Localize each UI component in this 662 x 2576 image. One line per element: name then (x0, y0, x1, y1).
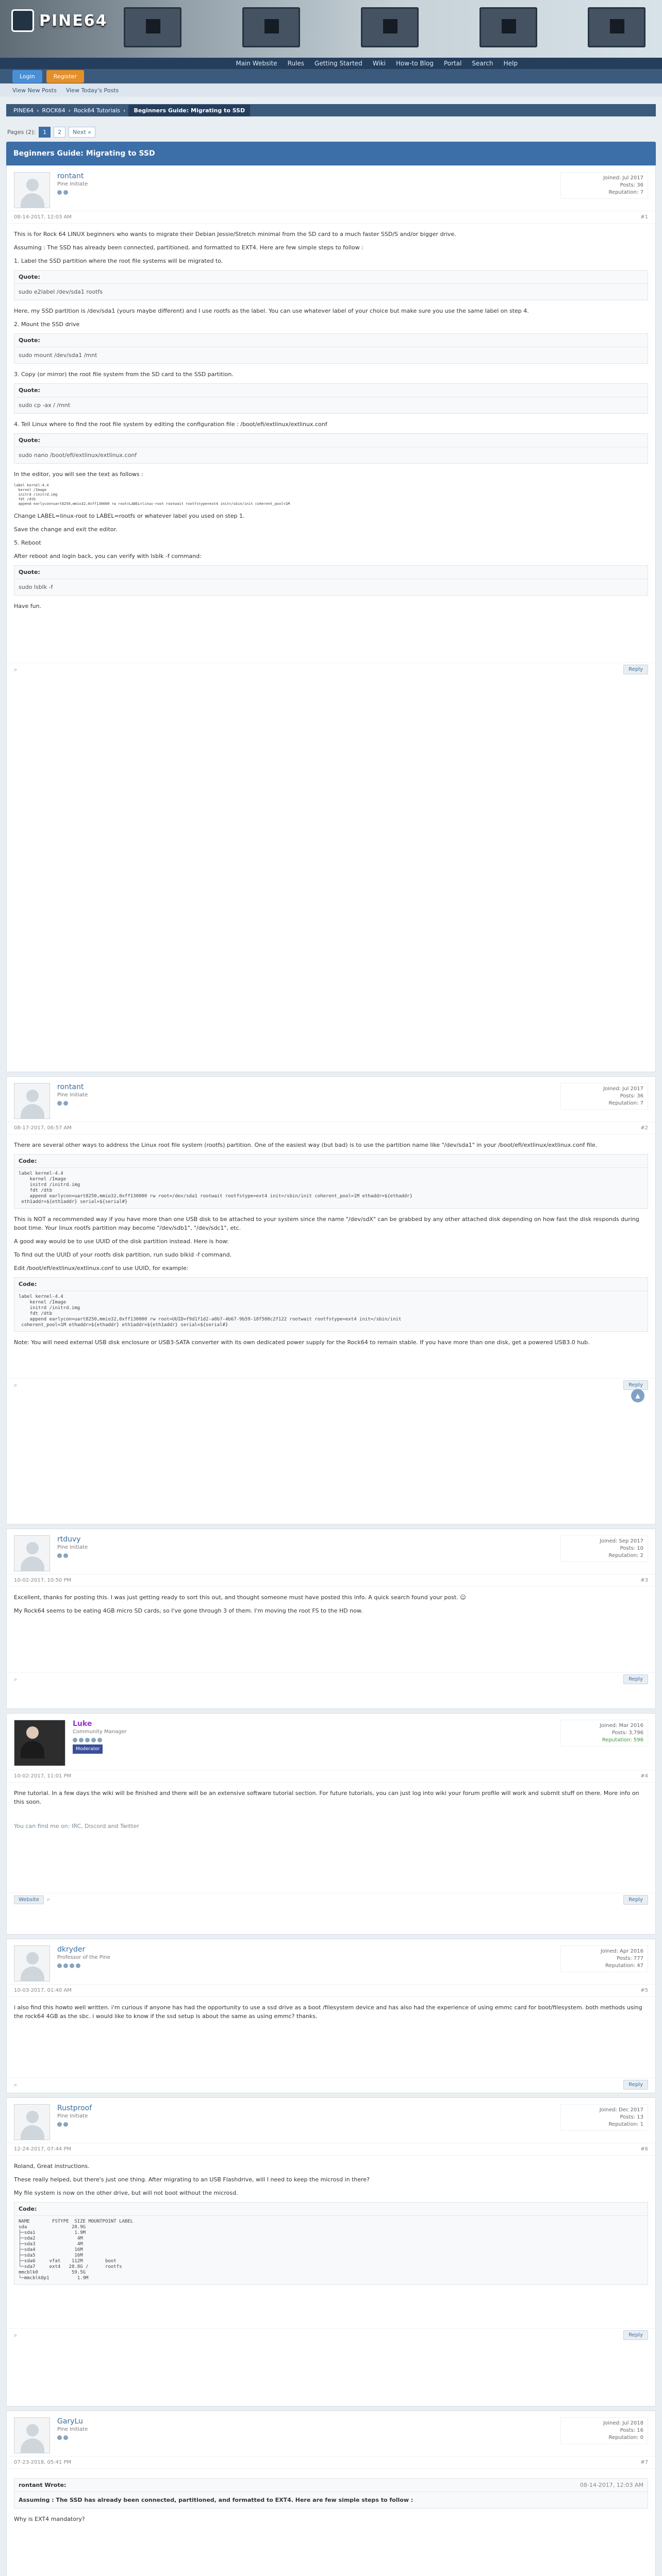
breadcrumb: PINE64 › ROCK64 › Rock64 Tutorials › Beginners Guide: Migrating to SSD (6, 104, 656, 116)
nav-blog[interactable]: How-to Blog (396, 60, 434, 67)
username[interactable]: rontant (57, 1083, 84, 1091)
user-stats: Joined: Jul 2018 Posts: 16 Reputation: 0 (560, 2417, 648, 2444)
nav-search[interactable]: Search (472, 60, 493, 67)
user-rank: Pine Initiate (57, 2427, 88, 2432)
post: rontant Pine Initiate Joined: Jul 2017 Posts: 36 Reputation: 7 08-14-2017, 12:03 AM #1 This is for Rock 64 LINUX beginners who wants to migrate their Debian Jessie/Stretch minimal from the SD card to a much faster SSD/S and/or bigger drive. Assuming : The SSD has already been connected, partitioned, and formatted to EXT4. Here are few simple steps to follow : 1. Label the SSD partition where the root file systems will be migrated to. Quote: sudo e2label /dev/sda1 rootfs Here, my SSD partition is /dev/sda1 (yours maybe different) and I use rootfs as the label. You can use whatever label of your choice but make sure you use the same label on step 4. 2. Mount the SSD drive Quote: sudo mount /dev/sda1 /mnt 3. Copy (or mirror) the root file system from the SD card to the SSD partition. Quote: sudo cp -ax / /mnt 4. Tell Linux where to find the root file system by editing the configuration file : /boot/efi/extlinux/extlinux.conf Quote: sudo nano /boot/efi/extlinux/extlinux.conf In the editor, you will see the text as follows : label kernel-4.4 kernel /Image initrd /initrd.img fdt /dtb append earlycon=uart8250,mmio32,0xff130000 rw root=LABEL=linux-root rootwait rootfstype=ext4 init=/sbin/init coherent_pool=1M Change LABEL=linux-root to LABEL=rootfs or whatever label you used on step 1. Save the change and exit the editor. 5. Reboot After reboot and login back, you can verify with lsblk -f command: Quote: sudo lsblk -f Have fun. ⌕ Reply (6, 165, 656, 1072)
pagination (7, 127, 655, 138)
rank-stars (57, 1101, 88, 1106)
breadcrumb-item[interactable]: ROCK64 (42, 107, 65, 114)
smiley-icon: ☺ (460, 1594, 466, 1601)
post-date: 08-14-2017, 12:03 AM (14, 214, 72, 220)
quoted-post: rontant Wrote: 08-14-2017, 12:03 AM Assuming : The SSD has already been connected, partitioned, and formatted to EXT4. Here are few simple steps to follow : (14, 2478, 648, 2509)
breadcrumb-item[interactable]: Rock64 Tutorials (74, 107, 121, 114)
reply-button[interactable]: Reply (623, 1674, 648, 1684)
register-button[interactable]: Register (46, 70, 84, 83)
post-number[interactable]: #2 (640, 1125, 648, 1131)
moderator-badge: Moderator (73, 1744, 103, 1754)
board-image (242, 7, 300, 47)
rank-stars (57, 2122, 92, 2127)
avatar[interactable] (14, 1945, 50, 1981)
new-posts-link[interactable]: View New Posts (12, 87, 57, 94)
code-block: Code: label kernel-4.4 kernel /Image initrd /initrd.img fdt /dtb append earlycon=uart8250,mmio32,0xff130000 rw root=/dev/sda1 rootwait rootfstype=ext4 init=/sbin/init coherent_pool=1M ethaddr=${ethaddr} eth1addr=${eth1addr} serial=${serial#} (14, 1154, 648, 1209)
post-date: 10-03-2017, 01:40 AM (14, 1988, 72, 1993)
username[interactable]: rtduvy (57, 1535, 81, 1544)
username[interactable]: GaryLu (57, 2417, 83, 2426)
site-banner (0, 0, 662, 58)
post-date: 10-02-2017, 10:50 PM (14, 1578, 72, 1583)
nav-main-website[interactable]: Main Website (236, 60, 277, 67)
post-number[interactable]: #7 (640, 2460, 648, 2465)
reply-button[interactable]: Reply (623, 665, 648, 674)
user-stats: Joined: Mar 2016 Posts: 3,796 Reputation: 596 (560, 1720, 648, 1747)
avatar[interactable] (14, 2417, 50, 2453)
page-2[interactable]: 2 (54, 127, 65, 138)
auth-bar (0, 69, 662, 83)
website-button[interactable]: Website (14, 1895, 44, 1904)
login-button[interactable]: Login (12, 70, 42, 83)
site-logo[interactable]: PINE64 (11, 9, 108, 32)
todays-posts-link[interactable]: View Today's Posts (65, 87, 119, 94)
nav-wiki[interactable]: Wiki (372, 60, 386, 67)
quick-links (0, 83, 662, 97)
board-image (124, 7, 181, 47)
reply-button[interactable]: Reply (623, 1895, 648, 1905)
reply-button[interactable]: Reply (623, 2330, 648, 2340)
post-date: 08-17-2017, 06:57 AM (14, 1125, 72, 1131)
user-stats: Joined: Jul 2017 Posts: 36 Reputation: 7 (560, 1083, 648, 1110)
topic-title: Beginners Guide: Migrating to SSD (6, 142, 656, 165)
code-block: Code: NAME FSTYPE SIZE MOUNTPOINT LABEL sda 28.9G ├─sda1 1.9M ├─sda2 4M ├─sda3 4M ├─sda4 16M ├─sda5 16M ├─sda6 vfat 112M boot └─sda7 ext4 28.8G / rootfs mmcblk0 59.5G └─mmcblk0p1 1.9M (14, 2202, 648, 2285)
user-rank: Pine Initiate (57, 181, 88, 187)
post: Luke Community Manager Moderator Joined: Mar 2016 Posts: 3,796 Reputation: 596 10-02-2017, 11:01 PM #4 Pine tutorial. In a few days the wiki will be finished and there will be an extensive software tutorial section. For future tutorials, you can just log into wiki your forum profile will work and submit stuff on there. More info on this soon. You can find me on: IRC, Discord and Twitter Website ⌕ Reply (6, 1713, 656, 1935)
user-stats: Joined: Sep 2017 Posts: 10 Reputation: 2 (560, 1535, 648, 1562)
post-number[interactable]: #1 (640, 214, 648, 220)
user-stats: Joined: Jul 2017 Posts: 36 Reputation: 7 (560, 172, 648, 199)
post: GaryLu Pine Initiate Joined: Jul 2018 Posts: 16 Reputation: 0 07-23-2018, 05:41 PM #7 rontant Wrote: 08-14-2017, 12:03 AM Assuming : The SSD has already been connected, partitioned, and formatted to EXT4. Here are few simple steps to follow : Why is EXT4 mandatory? (6, 2411, 656, 2576)
pine-logo-icon (11, 9, 34, 32)
pages-label: Pages (2): (7, 129, 36, 135)
user-rank: Pine Initiate (57, 1545, 88, 1550)
find-icon[interactable]: ⌕ (14, 2331, 18, 2338)
page-1: 1 (39, 127, 51, 138)
code-quote: Quote: sudo mount /dev/sda1 /mnt (14, 333, 648, 364)
user-rank: Pine Initiate (57, 1092, 88, 1098)
rank-stars (73, 1738, 127, 1742)
post-date: 10-02-2017, 11:01 PM (14, 1773, 72, 1779)
next-page[interactable]: Next » (69, 127, 95, 138)
find-icon[interactable]: ⌕ (14, 1675, 18, 1683)
code-quote: Quote: sudo e2label /dev/sda1 rootfs (14, 270, 648, 300)
user-rank: Professor of the Pine (57, 1955, 110, 1960)
nav-portal[interactable]: Portal (443, 60, 462, 67)
avatar[interactable] (14, 1083, 50, 1119)
scroll-to-top-icon[interactable]: ▲ (631, 1389, 644, 1402)
board-image (588, 7, 646, 47)
post-number[interactable]: #5 (640, 1988, 648, 1993)
rank-stars (57, 190, 88, 195)
avatar[interactable] (14, 1720, 65, 1766)
find-icon[interactable]: ⌕ (14, 666, 18, 673)
user-stats: Joined: Dec 2017 Posts: 13 Reputation: 1 (560, 2104, 648, 2131)
avatar[interactable] (14, 1535, 50, 1571)
code-quote: Quote: sudo cp -ax / /mnt (14, 383, 648, 414)
post: Rustproof Pine Initiate Joined: Dec 2017 Posts: 13 Reputation: 1 12-24-2017, 07:44 PM #6 Roland, Great instructions. These really helped, but there's just one thing. After migrating to an USB Flashdrive, will I need to keep the microsd in there? My file system is now on the other drive, but will not boot without the microsd. Code: NAME FSTYPE SIZE MOUNTPOINT LABEL sda 28.9G ├─sda1 1.9M ├─sda2 4M ├─sda3 4M ├─sda4 16M ├─sda5 16M ├─sda6 vfat 112M boot └─sda7 ext4 28.8G / rootfs mmcblk0 59.5G └─mmcblk0p1 1.9M ⌕ Reply (6, 2097, 656, 2406)
signature: You can find me on: IRC, Discord and Twitter (14, 1823, 139, 1829)
post: rontant Pine Initiate Joined: Jul 2017 Posts: 36 Reputation: 7 08-17-2017, 06:57 AM #2 There are several other ways to address the Linux root file system (rootfs) partition. One of the easiest way (but bad) is to use the partition name like "/dev/sda1" in your /boot/efi/extlinux/extlinux.conf file. Code: label kernel-4.4 kernel /Image initrd /initrd.img fdt /dtb append earlycon=uart8250,mmio32,0xff130000 rw root=/dev/sda1 rootwait rootfstype=ext4 init=/sbin/init coherent_pool=1M ethaddr=${ethaddr} eth1addr=${eth1addr} serial=${serial#} This is NOT a recommended way if you have more than one USB disk to be attached to your system since the name "/dev/sdX" can be grabbed by any other attached disk depending on how fast the disk responds during boot time. Your linux rootfs partition may become "/dev/sdb1", "/dev/sdc1", etc. A good way would be to use UUID of the disk partition instead. Here is how: To find out the UUID of your rootfs disk partition, run sudo blkid -f command. Edit /boot/efi/extlinux/extlinux.conf to use UUID, for example: Code: label kernel-4.4 kernel /Image initrd /initrd.img fdt /dtb append earlycon=uart8250,mmio32,0xff130000 rw root=UUID=f9d1f1d2-a0b7-4b67-9b59-18f508c2f122 rootwait rootfstype=ext4 init=/sbin/init coherent_pool=1M ethaddr=${ethaddr} eth1addr=${eth1addr} serial=${serial#} Note: You will need external USB disk enclosure or USB3-SATA converter with its own dedicated power supply for the Rock64 to remain stable. If you have more than one disk, get a powered USB3.0 hub. ⌕ Reply (6, 1076, 656, 1524)
nav-help[interactable]: Help (503, 60, 518, 67)
breadcrumb-item[interactable]: PINE64 (13, 107, 34, 114)
nav-rules[interactable]: Rules (287, 60, 305, 67)
code-quote: Quote: sudo nano /boot/efi/extlinux/extlinux.conf (14, 433, 648, 464)
post: dkryder Professor of the Pine Joined: Apr 2016 Posts: 777 Reputation: 47 10-03-2017, 01:40 AM #5 i also find this howto well written. i'm curious if anyone has had the opportunity to use a ssd drive as a boot /filesystem device and has also had the experience of using emmc card for boot/filesystem. both methods using the rock64 4GB as the sbc. i would like to know if the ssd setup is about the same as using emmc? thanks. ⌕ Reply (6, 1939, 656, 2093)
nav-getting-started[interactable]: Getting Started (315, 60, 362, 67)
post-number[interactable]: #6 (640, 2146, 648, 2152)
rank-stars (57, 1553, 88, 1558)
avatar[interactable] (14, 172, 50, 208)
post-date: 07-23-2018, 05:41 PM (14, 2460, 72, 2465)
post-number[interactable]: #3 (640, 1578, 648, 1583)
reply-button[interactable]: Reply (623, 1380, 648, 1390)
username[interactable]: Luke (73, 1720, 92, 1728)
main-nav (0, 58, 662, 69)
rank-stars (57, 2435, 88, 2440)
find-icon[interactable]: ⌕ (14, 1381, 18, 1388)
breadcrumb-current: Beginners Guide: Migrating to SSD (128, 105, 250, 116)
user-stats: Joined: Apr 2016 Posts: 777 Reputation: 47 (560, 1945, 648, 1972)
post-number[interactable]: #4 (640, 1773, 648, 1779)
config-snippet: label kernel-4.4 kernel /Image initrd /initrd.img fdt /dtb append earlycon=uart8250,mmio32,0xff130000 rw root=LABEL=linux-root rootwait rootfstype=ext4 init=/sbin/init coherent_pool=1M (14, 483, 290, 506)
post: rtduvy Pine Initiate Joined: Sep 2017 Posts: 10 Reputation: 2 10-02-2017, 10:50 PM #3 Excellent, thanks for posting this. I was just getting ready to sort this out, and thought someone must have posted this info. A quick search found your post. ☺ My Rock64 seems to be eating 4GB micro SD cards, so I've gone through 3 of them. I'm moving the root FS to the HD now. ⌕ Reply (6, 1529, 656, 1709)
reply-button[interactable]: Reply (623, 2080, 648, 2090)
find-icon[interactable]: ⌕ (46, 1896, 51, 1903)
board-image (479, 7, 537, 47)
avatar[interactable] (14, 2104, 50, 2140)
user-rank: Pine Initiate (57, 2113, 88, 2119)
rank-stars (57, 1963, 110, 1968)
username[interactable]: rontant (57, 172, 84, 180)
post-date: 12-24-2017, 07:44 PM (14, 2146, 72, 2152)
username[interactable]: Rustproof (57, 2104, 92, 2112)
user-rank: Community Manager (73, 1729, 127, 1735)
board-image (361, 7, 419, 47)
code-quote: Quote: sudo lsblk -f (14, 565, 648, 596)
code-block: Code: label kernel-4.4 kernel /Image initrd /initrd.img fdt /dtb append earlycon=uart8250,mmio32,0xff130000 rw root=UUID=f9d1f1d2-a0b7-4b67-9b59-18f508c2f122 rootwait rootfstype=ext4 init=/sbin/init coherent_pool=1M ethaddr=${ethaddr} eth1addr=${eth1addr} serial=${serial#} (14, 1277, 648, 1332)
username[interactable]: dkryder (57, 1945, 86, 1954)
find-icon[interactable]: ⌕ (14, 2081, 18, 2088)
